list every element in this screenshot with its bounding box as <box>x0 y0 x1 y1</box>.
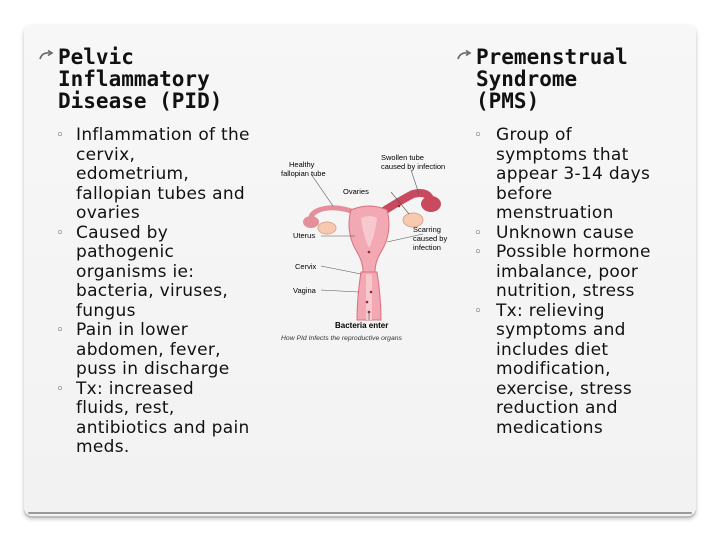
pid-item-3-line-3: puss in discharge <box>76 359 230 379</box>
pid-item-2-line-3: organisms ie: <box>76 261 195 282</box>
pid-item-1-line-2: cervix, <box>76 144 136 165</box>
pms-heading-line-2: Syndrome <box>476 67 578 91</box>
pid-heading-line-3: Disease (PID) <box>58 89 223 113</box>
pid-heading <box>38 46 288 112</box>
pms-item-1 <box>456 126 696 224</box>
pms-item-2 <box>456 224 696 244</box>
label-vagina: Vagina <box>293 286 316 295</box>
bullet-dot-icon: ◦ <box>474 245 482 260</box>
bullet-dot-icon: ◦ <box>474 303 482 319</box>
label-scarring-1: Scarring <box>413 225 441 234</box>
pid-item-2-line-1: Caused by <box>76 222 169 243</box>
label-uterus: Uterus <box>293 231 316 240</box>
pid-heading-line-2: Inflammatory <box>58 67 210 91</box>
bacteria-dot <box>368 251 371 254</box>
pid-item-2 <box>38 224 288 322</box>
pms-heading-line-1: Premenstrual <box>476 45 628 69</box>
pid-item-4-line-3: antibiotics and pain <box>76 417 250 438</box>
pms-item-4-line-4: modification, <box>496 359 611 379</box>
pms-item-4-line-3: includes diet <box>496 339 609 360</box>
swollen-tube-end <box>421 196 441 212</box>
pid-item-2-line-4: bacteria, viruses, <box>76 281 229 301</box>
pid-item-2-line-5: fungus <box>76 300 136 321</box>
pid-item-4-line-4: meds. <box>76 437 130 457</box>
pms-item-1-line-5: menstruation <box>496 203 614 223</box>
pid-diagram <box>281 152 456 352</box>
pid-item-1-line-3: edometrium, <box>76 164 190 184</box>
pid-item-3-line-2: abdomen, fever, <box>76 339 221 360</box>
pms-item-3-line-3: nutrition, stress <box>496 281 635 301</box>
leader-line <box>321 266 361 274</box>
bullet-dot-icon: ◦ <box>56 128 64 143</box>
pms-item-4-line-2: symptoms and <box>496 320 626 340</box>
pms-item-4-line-7: medications <box>496 417 604 438</box>
label-scarring-3: infection <box>413 243 441 252</box>
left-fimbria <box>303 216 319 228</box>
pms-item-4-line-1: Tx: relieving <box>496 300 605 321</box>
pms-item-2-line-1: Unknown cause <box>496 222 635 243</box>
pid-bullet-list <box>38 126 288 458</box>
leader-line <box>321 290 359 292</box>
pms-item-4-line-6: reduction and <box>496 398 618 418</box>
label-swollen-2: caused by infection <box>381 162 446 171</box>
pms-item-1-line-1: Group of <box>496 125 572 145</box>
label-healthy-1: Healthy <box>289 160 315 169</box>
pms-item-1-line-2: symptoms that <box>496 144 629 165</box>
frame-bottom-line <box>28 512 692 514</box>
pms-column <box>456 46 696 438</box>
pid-item-4 <box>38 380 288 458</box>
pms-item-1-line-4: before <box>496 183 553 204</box>
pms-item-4 <box>456 302 696 439</box>
pms-item-4-line-5: exercise, stress <box>496 378 633 399</box>
label-swollen-1: Swollen tube <box>381 153 424 162</box>
curved-arrow-bullet-icon <box>38 49 56 63</box>
pms-item-1-line-3: appear 3-14 days <box>496 164 651 184</box>
pms-item-3-line-2: imbalance, poor <box>496 261 639 282</box>
bacteria-dot <box>398 205 401 208</box>
bullet-dot-icon: ◦ <box>474 128 482 143</box>
bacteria-dot <box>370 291 373 294</box>
leader-line <box>311 174 333 206</box>
label-scarring-2: caused by <box>413 234 448 243</box>
pid-item-3-line-1: Pain in lower <box>76 320 189 340</box>
pms-heading <box>456 46 696 112</box>
label-cervix: Cervix <box>295 262 317 271</box>
label-ovaries: Ovaries <box>343 187 369 196</box>
pms-heading-line-3: (PMS) <box>476 89 540 113</box>
left-ovary <box>318 222 336 234</box>
bullet-dot-icon: ◦ <box>56 225 64 241</box>
bacteria-dot <box>366 301 369 304</box>
pid-item-4-line-1: Tx: increased <box>76 378 194 399</box>
pid-item-1-line-1: Inflammation of the <box>76 125 250 145</box>
pid-item-1 <box>38 126 288 224</box>
label-healthy-2: fallopian tube <box>281 169 326 178</box>
bullet-dot-icon: ◦ <box>474 225 482 241</box>
diagram-caption: How PId Infects the reproductive organs <box>281 335 402 342</box>
pid-heading-line-1: Pelvic <box>58 45 134 69</box>
pid-item-1-line-4: fallopian tubes and <box>76 183 245 204</box>
bullet-dot-icon: ◦ <box>56 381 64 397</box>
pms-item-3-line-1: Possible hormone <box>496 242 651 262</box>
pid-item-1-line-5: ovaries <box>76 203 141 223</box>
pid-column <box>38 46 288 458</box>
pms-bullet-list <box>456 126 696 438</box>
pid-item-4-line-2: fluids, rest, <box>76 398 175 418</box>
curved-arrow-bullet-icon <box>456 49 474 63</box>
label-bacteria-enter: Bacteria enter <box>335 321 389 330</box>
bullet-dot-icon: ◦ <box>56 323 64 338</box>
pid-item-2-line-2: pathogenic <box>76 242 175 262</box>
pid-item-3 <box>38 321 288 380</box>
pms-item-3 <box>456 243 696 302</box>
